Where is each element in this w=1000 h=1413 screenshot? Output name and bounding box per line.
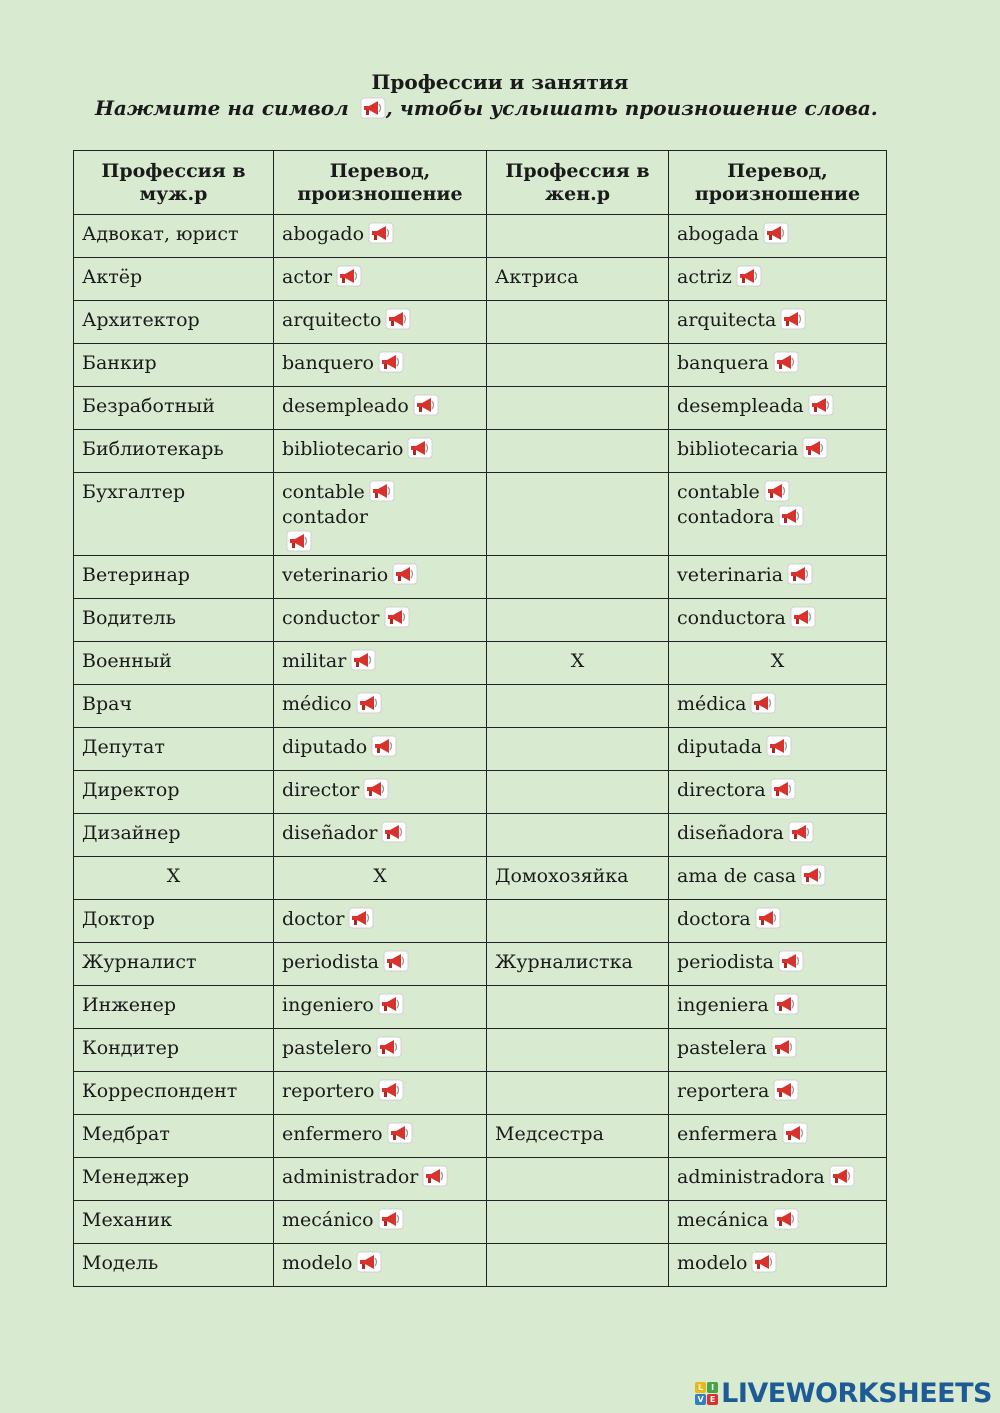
masculine-profession: Ветеринар — [74, 556, 274, 599]
megaphone-icon[interactable] — [356, 692, 382, 714]
feminine-translation: diputada — [669, 728, 887, 771]
table-row — [74, 1115, 887, 1158]
masculine-translation: mecánico — [274, 1201, 487, 1244]
column-header-translation-feminine: Перевод, произношение — [669, 151, 887, 215]
megaphone-icon[interactable] — [763, 222, 789, 244]
masculine-profession: Доктор — [74, 900, 274, 943]
table-row — [74, 814, 887, 857]
masculine-translation: doctor — [274, 900, 487, 943]
feminine-translation: administradora — [669, 1158, 887, 1201]
masculine-translation: banquero — [274, 344, 487, 387]
masculine-profession: Военный — [74, 642, 274, 685]
table-row — [74, 258, 887, 301]
masculine-translation: abogado — [274, 215, 487, 258]
masculine-translation: veterinario — [274, 556, 487, 599]
megaphone-icon[interactable] — [286, 530, 312, 552]
feminine-profession: Медсестра — [487, 1115, 669, 1158]
table-row — [74, 301, 887, 344]
megaphone-icon[interactable] — [384, 606, 410, 628]
megaphone-icon[interactable] — [378, 351, 404, 373]
masculine-translation: diputado — [274, 728, 487, 771]
megaphone-icon[interactable] — [808, 394, 834, 416]
table-row — [74, 1072, 887, 1115]
masculine-profession: Водитель — [74, 599, 274, 642]
feminine-translation: banquera — [669, 344, 887, 387]
table-row — [74, 771, 887, 814]
megaphone-icon[interactable] — [383, 950, 409, 972]
megaphone-icon[interactable] — [381, 821, 407, 843]
megaphone-icon[interactable] — [348, 907, 374, 929]
feminine-translation: doctora — [669, 900, 887, 943]
megaphone-icon[interactable] — [780, 308, 806, 330]
professions-table — [73, 150, 887, 1287]
megaphone-icon[interactable] — [782, 1122, 808, 1144]
table-row — [74, 599, 887, 642]
feminine-profession — [487, 344, 669, 387]
table-row — [74, 1029, 887, 1072]
liveworksheets-brand — [695, 1376, 992, 1410]
table-row — [74, 1201, 887, 1244]
table-row — [74, 1158, 887, 1201]
feminine-translation: periodista — [669, 943, 887, 986]
megaphone-icon[interactable] — [371, 735, 397, 757]
table-row — [74, 473, 887, 556]
megaphone-icon[interactable] — [829, 1165, 855, 1187]
masculine-translation: conductor — [274, 599, 487, 642]
feminine-translation: X — [669, 642, 887, 685]
masculine-translation: periodista — [274, 943, 487, 986]
feminine-translation: arquitecta — [669, 301, 887, 344]
megaphone-icon[interactable] — [771, 1036, 797, 1058]
feminine-profession: Домохозяйка — [487, 857, 669, 900]
masculine-profession: Дизайнер — [74, 814, 274, 857]
masculine-profession: Журналист — [74, 943, 274, 986]
masculine-profession: Безработный — [74, 387, 274, 430]
table-row — [74, 642, 887, 685]
masculine-profession: Директор — [74, 771, 274, 814]
masculine-translation: administrador — [274, 1158, 487, 1201]
masculine-translation: reportero — [274, 1072, 487, 1115]
feminine-translation: actriz — [669, 258, 887, 301]
megaphone-icon[interactable] — [407, 437, 433, 459]
feminine-translation: abogada — [669, 215, 887, 258]
megaphone-icon[interactable] — [368, 222, 394, 244]
masculine-translation: diseñador — [274, 814, 487, 857]
megaphone-icon — [360, 97, 386, 119]
megaphone-icon[interactable] — [369, 480, 395, 502]
masculine-profession: Менеджер — [74, 1158, 274, 1201]
megaphone-icon[interactable] — [764, 480, 790, 502]
feminine-translation: bibliotecaria — [669, 430, 887, 473]
feminine-profession — [487, 1201, 669, 1244]
feminine-profession — [487, 1244, 669, 1287]
megaphone-icon[interactable] — [773, 1079, 799, 1101]
table-row — [74, 556, 887, 599]
feminine-profession: X — [487, 642, 669, 685]
feminine-translation: conductora — [669, 599, 887, 642]
feminine-profession — [487, 728, 669, 771]
table-row — [74, 215, 887, 258]
instruction-text — [95, 96, 878, 120]
instruction-before: Нажмите на символ — [95, 96, 349, 120]
masculine-translation: director — [274, 771, 487, 814]
feminine-translation: modelo — [669, 1244, 887, 1287]
feminine-profession: Актриса — [487, 258, 669, 301]
megaphone-icon[interactable] — [750, 692, 776, 714]
feminine-profession — [487, 430, 669, 473]
column-header-translation-masculine: Перевод, произношение — [274, 151, 487, 215]
feminine-translation: desempleada — [669, 387, 887, 430]
megaphone-icon[interactable] — [363, 778, 389, 800]
masculine-translation: desempleado — [274, 387, 487, 430]
feminine-translation: enfermera — [669, 1115, 887, 1158]
masculine-translation: arquitecto — [274, 301, 487, 344]
megaphone-icon[interactable] — [378, 1208, 404, 1230]
table-header-row — [74, 151, 887, 215]
table-row — [74, 387, 887, 430]
instruction-after: , чтобы услышать произношение слова. — [385, 96, 878, 120]
masculine-profession: Депутат — [74, 728, 274, 771]
feminine-profession — [487, 301, 669, 344]
megaphone-icon[interactable] — [773, 351, 799, 373]
masculine-profession: Врач — [74, 685, 274, 728]
megaphone-icon[interactable] — [778, 950, 804, 972]
feminine-profession — [487, 1072, 669, 1115]
megaphone-icon[interactable] — [376, 1036, 402, 1058]
megaphone-icon[interactable] — [766, 735, 792, 757]
table-row — [74, 430, 887, 473]
feminine-profession — [487, 1029, 669, 1072]
masculine-profession: Актёр — [74, 258, 274, 301]
feminine-profession — [487, 814, 669, 857]
masculine-translation: ingeniero — [274, 986, 487, 1029]
table-row — [74, 900, 887, 943]
table-row — [74, 943, 887, 986]
table-row — [74, 728, 887, 771]
feminine-profession — [487, 771, 669, 814]
masculine-translation: enfermero — [274, 1115, 487, 1158]
masculine-profession: Корреспондент — [74, 1072, 274, 1115]
megaphone-icon[interactable] — [736, 265, 762, 287]
megaphone-icon[interactable] — [378, 1079, 404, 1101]
table-row — [74, 857, 887, 900]
feminine-profession — [487, 900, 669, 943]
masculine-profession: Механик — [74, 1201, 274, 1244]
masculine-translation: pastelero — [274, 1029, 487, 1072]
feminine-translation: médica — [669, 685, 887, 728]
feminine-translation: ama de casa — [669, 857, 887, 900]
masculine-translation: bibliotecario — [274, 430, 487, 473]
masculine-profession: Инженер — [74, 986, 274, 1029]
megaphone-icon[interactable] — [356, 1251, 382, 1273]
feminine-translation: pastelera — [669, 1029, 887, 1072]
megaphone-icon[interactable] — [800, 864, 826, 886]
page-title: Профессии и занятия — [371, 70, 629, 94]
masculine-profession: Архитектор — [74, 301, 274, 344]
masculine-profession: Адвокат, юрист — [74, 215, 274, 258]
feminine-translation: directora — [669, 771, 887, 814]
column-header-feminine: Профессия в жен.р — [487, 151, 669, 215]
megaphone-icon[interactable] — [387, 1122, 413, 1144]
masculine-profession: Кондитер — [74, 1029, 274, 1072]
megaphone-icon[interactable] — [773, 993, 799, 1015]
table-row — [74, 344, 887, 387]
feminine-profession — [487, 599, 669, 642]
feminine-profession: Журналистка — [487, 943, 669, 986]
feminine-translation: ingeniera — [669, 986, 887, 1029]
feminine-translation: contable contadora — [669, 473, 887, 556]
feminine-translation: mecánica — [669, 1201, 887, 1244]
megaphone-icon[interactable] — [422, 1165, 448, 1187]
megaphone-icon[interactable] — [770, 778, 796, 800]
masculine-profession: Медбрат — [74, 1115, 274, 1158]
megaphone-icon[interactable] — [392, 563, 418, 585]
feminine-profession — [487, 1158, 669, 1201]
megaphone-icon[interactable] — [787, 563, 813, 585]
masculine-profession: Библиотекарь — [74, 430, 274, 473]
feminine-profession — [487, 986, 669, 1029]
feminine-profession — [487, 387, 669, 430]
feminine-profession — [487, 685, 669, 728]
megaphone-icon[interactable] — [790, 606, 816, 628]
feminine-translation: reportera — [669, 1072, 887, 1115]
megaphone-icon[interactable] — [350, 649, 376, 671]
column-header-masculine: Профессия в муж.р — [74, 151, 274, 215]
brand-wordmark: LIVEWORKSHEETS — [721, 1377, 992, 1409]
table-row — [74, 1244, 887, 1287]
megaphone-icon[interactable] — [413, 394, 439, 416]
masculine-profession: Модель — [74, 1244, 274, 1287]
liveworksheets-logo-icon: L I V E — [695, 1382, 718, 1405]
masculine-translation: X — [274, 857, 487, 900]
masculine-translation: actor — [274, 258, 487, 301]
feminine-translation: veterinaria — [669, 556, 887, 599]
masculine-translation: modelo — [274, 1244, 487, 1287]
masculine-profession: Бухгалтер — [74, 473, 274, 556]
megaphone-icon[interactable] — [385, 308, 411, 330]
table-row — [74, 685, 887, 728]
masculine-translation: médico — [274, 685, 487, 728]
megaphone-icon[interactable] — [802, 437, 828, 459]
feminine-profession — [487, 556, 669, 599]
megaphone-icon[interactable] — [751, 1251, 777, 1273]
table-row — [74, 986, 887, 1029]
megaphone-icon[interactable] — [336, 265, 362, 287]
masculine-translation: contable contador — [274, 473, 487, 556]
feminine-translation: diseñadora — [669, 814, 887, 857]
masculine-profession: Банкир — [74, 344, 274, 387]
megaphone-icon[interactable] — [778, 505, 804, 527]
feminine-profession — [487, 215, 669, 258]
megaphone-icon[interactable] — [755, 907, 781, 929]
masculine-translation: militar — [274, 642, 487, 685]
megaphone-icon[interactable] — [788, 821, 814, 843]
feminine-profession — [487, 473, 669, 556]
masculine-profession: X — [74, 857, 274, 900]
megaphone-icon[interactable] — [378, 993, 404, 1015]
megaphone-icon[interactable] — [773, 1208, 799, 1230]
